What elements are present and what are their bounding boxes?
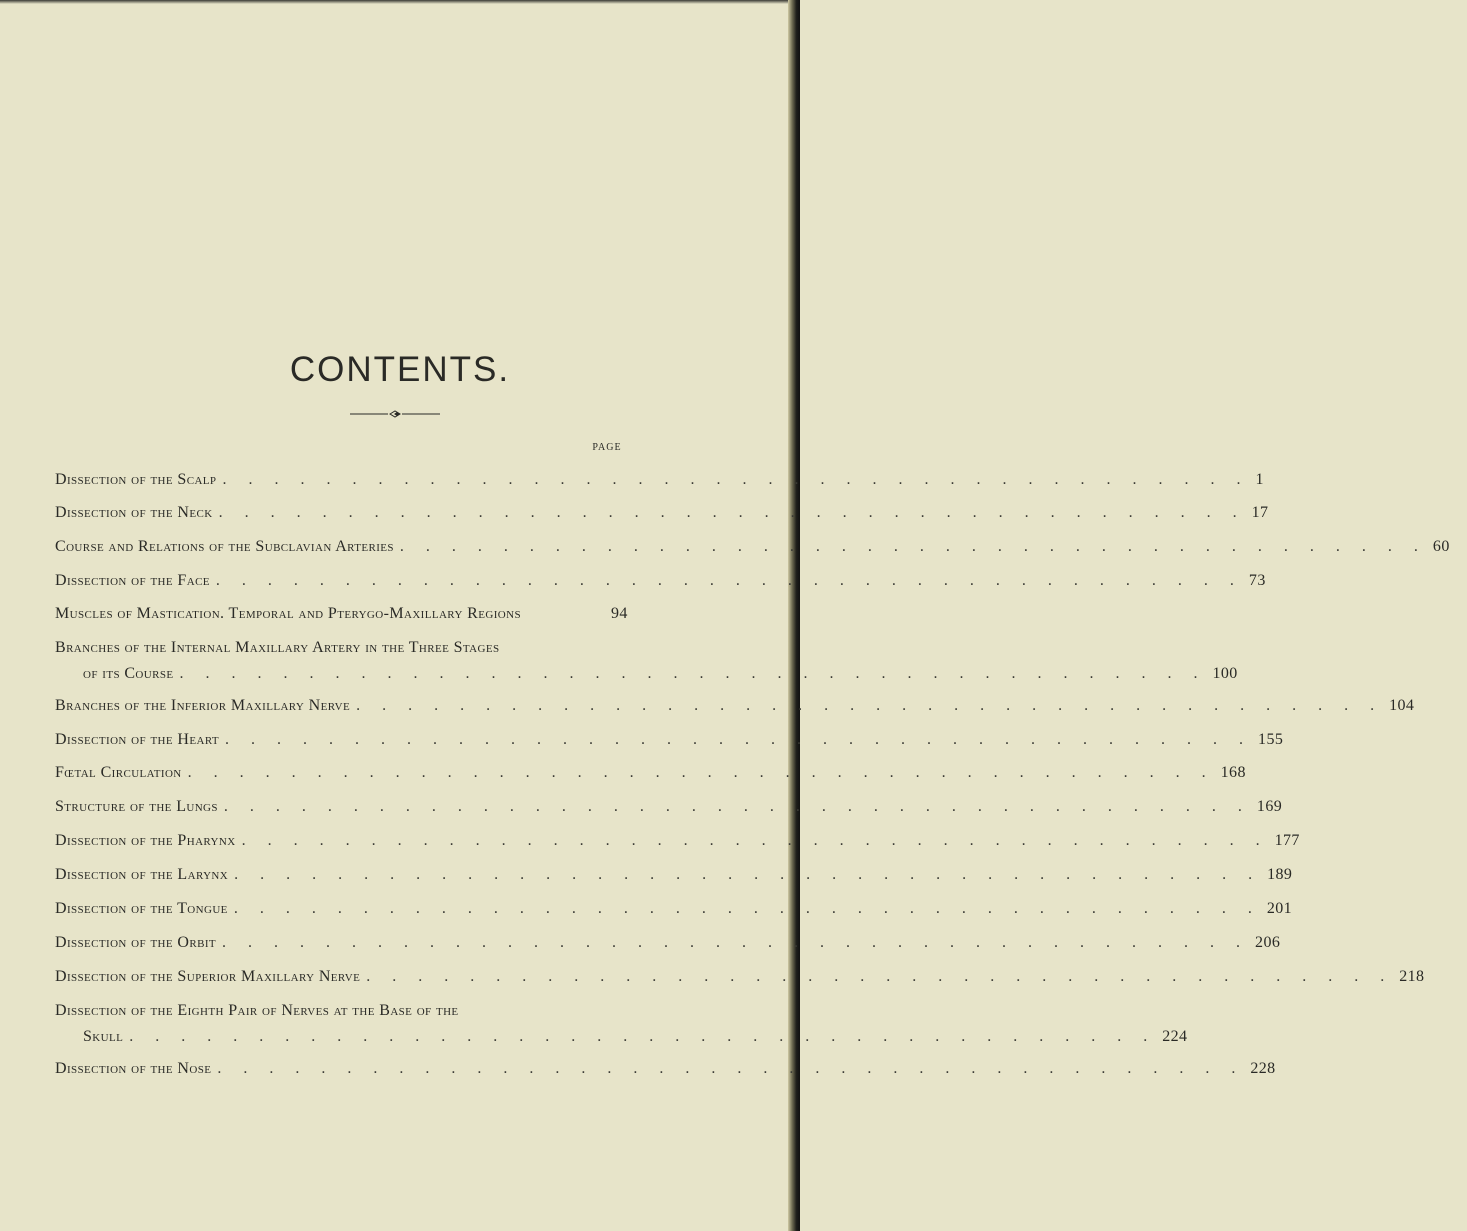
toc-dot-leader: . . . . . . . . . . . . . . . . . . . . . . . . . . . . . . . . . . . . . . . . <box>222 934 1250 951</box>
toc-line-continued <box>55 1024 1188 1050</box>
page-column-header: PAGE <box>592 442 622 453</box>
toc-line <box>55 930 1281 956</box>
toc-entry-title: Course and Relations of the Subclavian Arteries <box>55 538 394 555</box>
toc-page-number: 94 <box>611 605 628 622</box>
toc-page-number: 169 <box>1256 798 1283 815</box>
toc-entry <box>55 828 1300 854</box>
toc-dot-leader: . . . . . . . . . . . . . . . . . . . . . . . . . . . . . . . . . . . . . . . . <box>225 731 1253 748</box>
toc-page-number: 224 <box>1162 1028 1188 1045</box>
toc-line <box>55 794 1283 820</box>
toc-dot-leader: . . . . . . . . . . . . . . . . . . . . . . . . . . . . . . . . . . . . . . . . <box>399 538 1427 555</box>
toc-dot-leader: . . . . . . . . . . . . . . . . . . . . . . . . . . . . . . . . . . . . . . . . <box>356 697 1384 714</box>
toc-page-number: 218 <box>1399 968 1425 985</box>
toc-entry <box>55 1056 1276 1082</box>
toc-page-number: 1 <box>1255 471 1264 488</box>
toc-entry-title: Branches of the Inferior Maxillary Nerve <box>55 697 351 714</box>
toc-entry-title: Muscles of Mastication. Temporal and Pterygo-Maxillary Regions <box>55 605 521 622</box>
toc-entry <box>55 568 1266 594</box>
toc-page-number: 60 <box>1432 538 1450 555</box>
toc-line <box>55 1056 1276 1082</box>
toc-page-number: 206 <box>1255 934 1281 951</box>
toc-entry-title: Branches of the Internal Maxillary Artery in the Three Stages <box>55 639 500 656</box>
toc-page-number: 228 <box>1250 1060 1276 1077</box>
toc-entry-title: Dissection of the Neck <box>55 504 213 521</box>
toc-entry-title-continued: Skull <box>83 1028 124 1045</box>
toc-dot-leader: . . . . . . . . . . . . . . . . . . . . . . . . . . . . . . . . . . . . . . . . <box>233 900 1261 917</box>
toc-page-number: 104 <box>1389 697 1415 714</box>
toc-dot-leader: . . . . . . . . . . . . . . . . . . . . . . . . . . . . . . . . . . . . . . . . <box>223 798 1251 815</box>
toc-entry-title-continued: of its Course <box>83 665 174 682</box>
toc-dot-leader: . . . . . . . . . . . . . . . . . . . . . . . . . . . . . . . . . . . . . . . . <box>241 832 1269 849</box>
toc-entry <box>55 896 1293 922</box>
toc-entry <box>55 964 1425 990</box>
toc-entry <box>55 727 1284 753</box>
toc-entry-title: Dissection of the Larynx <box>55 866 229 883</box>
toc-line <box>55 534 1450 560</box>
toc-entry <box>55 930 1281 956</box>
toc-dot-leader: . . . . . . . . . . . . . . . . . . . . . . . . . . . . . . . . . . . . . . . . <box>234 866 1262 883</box>
toc-entry <box>55 467 1264 493</box>
toc-page-number: 189 <box>1267 866 1293 883</box>
toc-entry-title: Structure of the Lungs <box>55 798 218 815</box>
toc-entry <box>55 794 1283 820</box>
toc-page-number: 177 <box>1274 832 1300 849</box>
page-title: CONTENTS. <box>289 350 511 389</box>
toc-line <box>55 601 645 627</box>
toc-line <box>55 896 1293 922</box>
toc-dot-leader: . . . . . . . . . . . . . . . . . . . . . . . . . . . . . . . . . . . . . . . . <box>179 665 1207 682</box>
toc-entry-title: Dissection of the Face <box>55 572 210 589</box>
toc-line <box>55 635 645 661</box>
toc-entry <box>55 635 1238 687</box>
toc-line <box>55 862 1293 888</box>
toc-entry-title: Fœtal Circulation <box>55 764 182 781</box>
toc-entry <box>55 693 1415 719</box>
toc-line <box>55 964 1425 990</box>
toc-line <box>55 500 1269 526</box>
toc-line <box>55 828 1300 854</box>
toc-entry <box>55 534 1450 560</box>
toc-line <box>55 760 1246 786</box>
toc-line-continued <box>55 661 1238 687</box>
toc-line <box>55 727 1284 753</box>
toc-entry <box>55 998 1188 1050</box>
toc-entry-title: Dissection of the Orbit <box>55 934 217 951</box>
toc-page-number: 17 <box>1251 504 1269 521</box>
toc-entry <box>55 500 1269 526</box>
toc-page-number: 100 <box>1212 665 1238 682</box>
toc-entry-title: Dissection of the Eighth Pair of Nerves at the Base of the <box>55 1002 459 1019</box>
toc-line <box>55 998 645 1024</box>
toc-line <box>55 568 1266 594</box>
toc-line <box>55 467 1264 493</box>
toc-entry-title: Dissection of the Scalp <box>55 471 217 488</box>
toc-entry-title: Dissection of the Nose <box>55 1060 212 1077</box>
toc-entry <box>55 862 1293 888</box>
toc-page-number: 201 <box>1266 900 1293 917</box>
toc-page-number: 73 <box>1248 572 1266 589</box>
toc-entry-title: Dissection of the Heart <box>55 731 220 748</box>
toc-dot-leader: . . . . . . . . . . . . . . . . . . . . . . . . . . . . . . . . . . . . . . . . <box>187 764 1215 781</box>
toc-dot-leader: . . . . . . . . . . . . . . . . . . . . . . . . . . . . . . . . . . . . . . . . <box>366 968 1394 985</box>
toc-entry <box>55 760 1246 786</box>
toc-entry-title: Dissection of the Pharynx <box>55 832 236 849</box>
toc-dot-leader: . . . . . . . . . . . . . . . . . . . . . . . . . . . . . . . . . . . . . . . . <box>218 504 1246 521</box>
toc-page-number: 168 <box>1220 764 1246 781</box>
toc-page-number: 155 <box>1258 731 1284 748</box>
toc-dot-leader: . . . . . . . . . . . . . . . . . . . . . . . . . . . . . . . . . . . . . . . . <box>217 1060 1245 1077</box>
page-top-edge <box>0 0 800 4</box>
toc-entry-title: Dissection of the Tongue <box>55 900 228 917</box>
toc-dot-leader: . . . . . . . . . . . . . . . . . . . . . . . . . . . . . . . . . . . . . . . . <box>222 471 1250 488</box>
toc-line <box>55 693 1415 719</box>
toc-dot-leader: . . . . . . . . . . . . . . . . . . . . . . . . . . . . . . . . . . . . . . . . <box>129 1028 1157 1045</box>
toc-dot-leader: . . . . . . . . . . . . . . . . . . . . . . . . . . . . . . . . . . . . . . . . <box>215 572 1243 589</box>
ornament-divider-icon <box>350 410 440 418</box>
toc-entry-title: Dissection of the Superior Maxillary Nerve <box>55 968 361 985</box>
toc-entry <box>55 601 645 627</box>
